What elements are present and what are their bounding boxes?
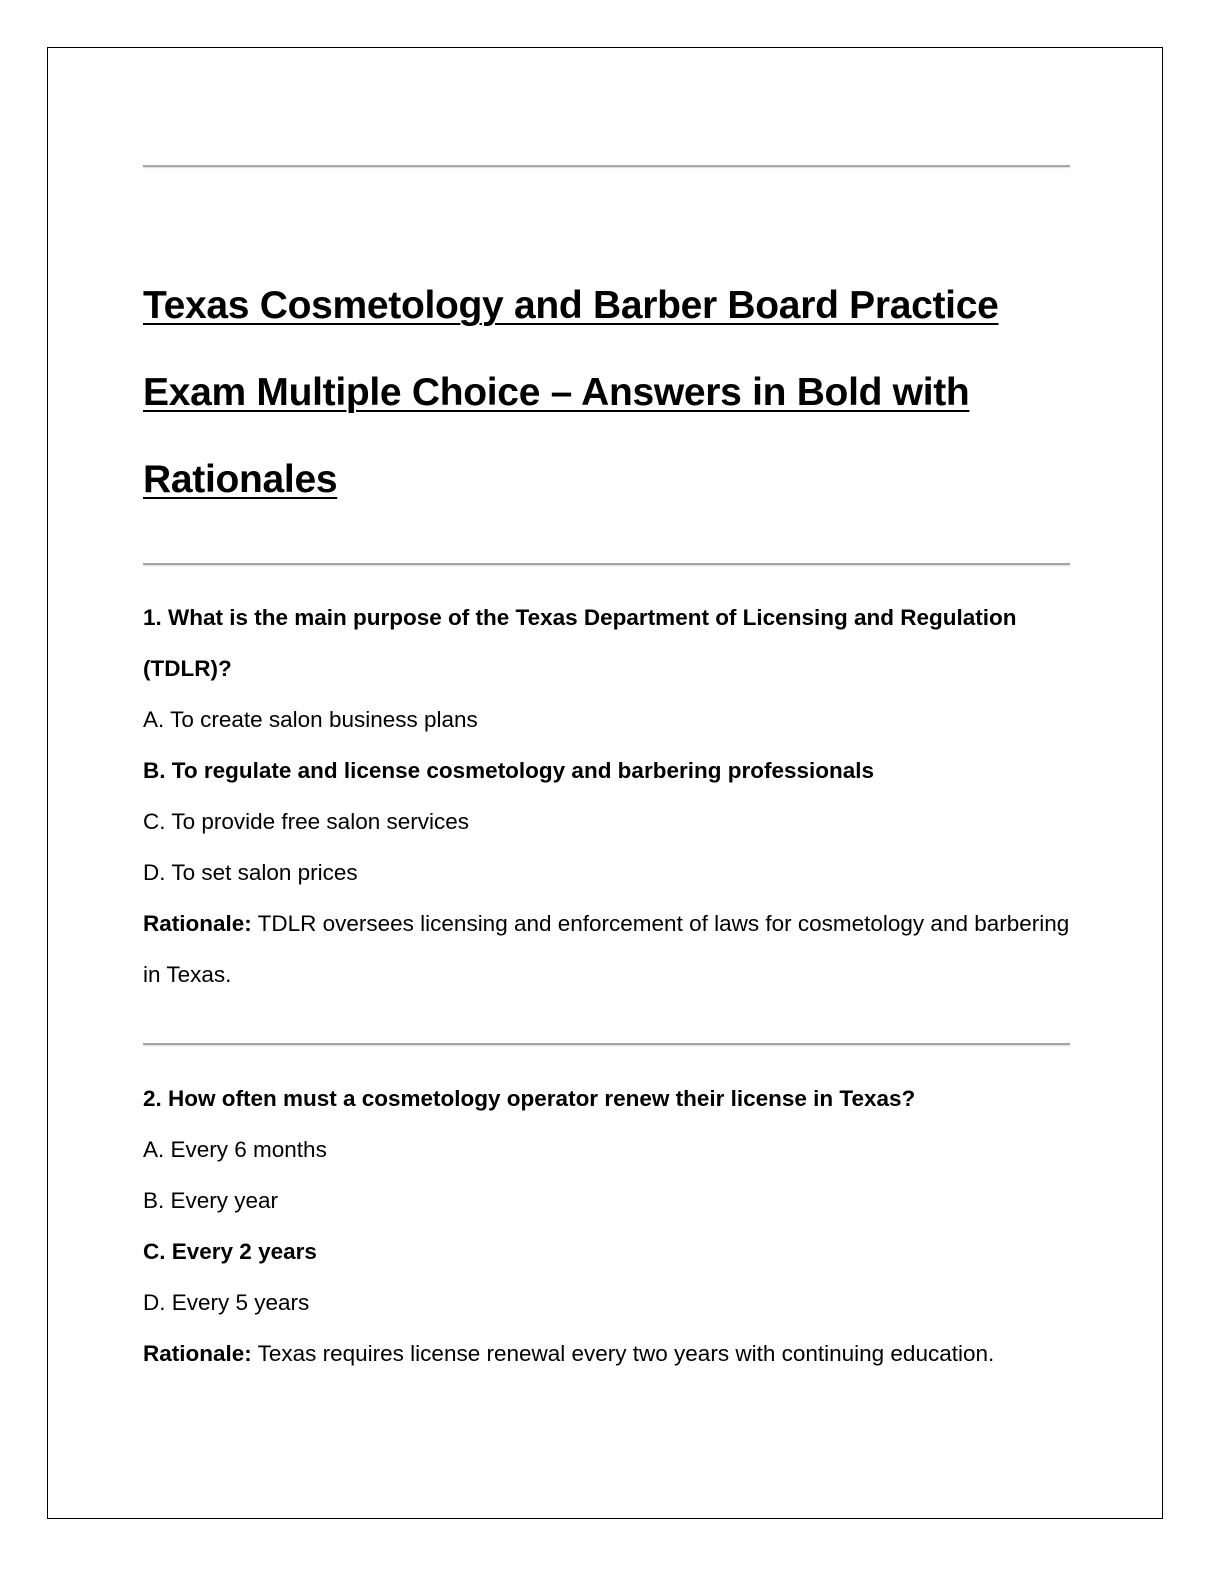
rationale-text: Texas requires license renewal every two years with continuing education. <box>251 1341 995 1366</box>
question-block-1 <box>143 592 1073 1000</box>
document-title: Texas Cosmetology and Barber Board Practice Exam Multiple Choice – Answers in Bold with Rationales <box>143 284 999 501</box>
horizontal-divider-after-title <box>143 563 1070 565</box>
answer-option-d: D. Every 5 years <box>143 1290 310 1315</box>
rationale <box>143 1328 1073 1379</box>
rationale-label: Rationale: <box>143 911 252 936</box>
answer-option-c: C. To provide free salon services <box>143 809 469 834</box>
answer-option-d: D. To set salon prices <box>143 860 358 885</box>
answer-option-a: A. To create salon business plans <box>143 707 478 732</box>
horizontal-divider-top <box>143 165 1070 167</box>
question-text: 1. What is the main purpose of the Texas Department of Licensing and Regulation (TDLR)? <box>143 605 1017 681</box>
rationale <box>143 898 1073 1000</box>
answer-option-b-correct: B. To regulate and license cosmetology and barbering professionals <box>143 758 874 783</box>
answer-option-c-correct: C. Every 2 years <box>143 1239 317 1264</box>
question-block-2 <box>143 1073 1073 1379</box>
answer-option-a: A. Every 6 months <box>143 1137 327 1162</box>
horizontal-divider-between-questions <box>143 1043 1070 1045</box>
rationale-label: Rationale: <box>143 1341 252 1366</box>
rationale-text: TDLR oversees licensing and enforcement of laws for cosmetology and barbering in Texas. <box>143 911 1070 987</box>
answer-option-b: B. Every year <box>143 1188 279 1213</box>
question-text: 2. How often must a cosmetology operator renew their license in Texas? <box>143 1086 916 1111</box>
